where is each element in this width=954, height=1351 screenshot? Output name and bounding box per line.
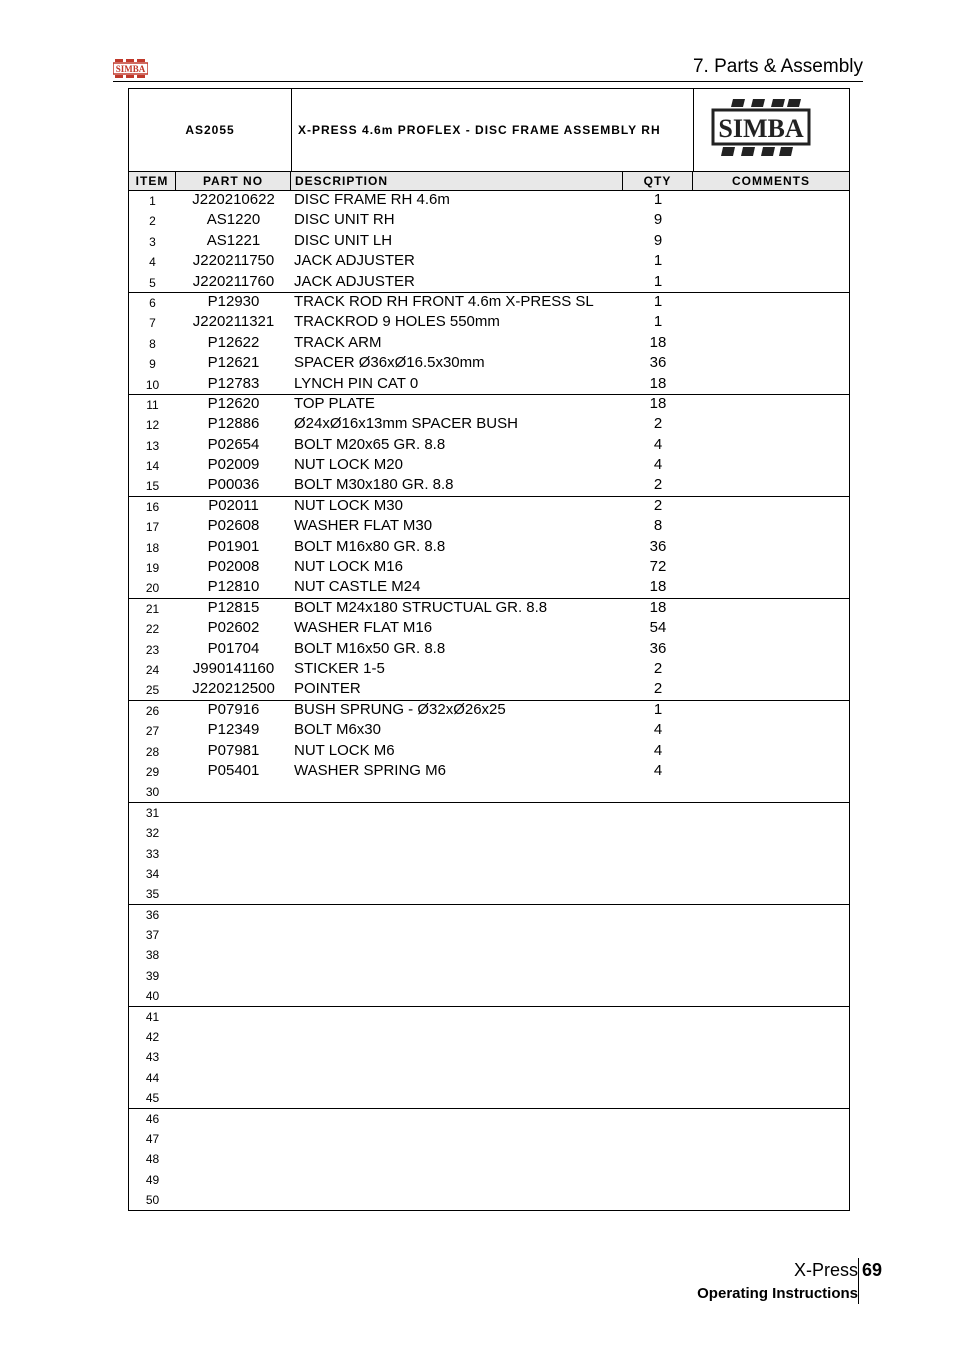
row-description: WASHER FLAT M30 [294,517,433,535]
row-quantity: 2 [653,476,663,494]
row-part-number: P12621 [207,354,260,372]
row-description: DISC UNIT RH [294,211,395,229]
row-description: DISC FRAME RH 4.6m [294,191,450,208]
footer-divider [858,1258,859,1304]
row-item-number: 44 [145,1070,160,1085]
group-divider [129,292,849,293]
row-item-number: 31 [145,805,160,820]
row-item-number: 21 [145,601,160,616]
row-item-number: 1 [149,194,156,208]
row-description: NUT CASTLE M24 [294,578,421,596]
row-item-number: 3 [149,234,156,249]
table-row [129,822,849,842]
row-item-number: 5 [149,275,156,290]
row-item-number: 32 [145,826,160,841]
row-item-number: 42 [145,1030,160,1045]
row-quantity: 18 [649,374,667,392]
table-row [129,985,849,1005]
group-divider [129,598,849,599]
table-row [129,190,849,210]
table-row [129,455,849,475]
row-item-number: 15 [145,479,160,494]
table-row [129,944,849,964]
table-row [129,292,849,312]
row-item-number: 17 [145,520,160,535]
row-quantity: 36 [649,354,667,372]
row-part-number: J990141160 [192,659,275,677]
svg-text:SIMBA: SIMBA [718,114,804,143]
table-row [129,741,849,761]
table-row [129,1067,849,1087]
table-row [129,577,849,597]
row-part-number: P01901 [207,537,260,555]
row-part-number: J220212500 [192,680,275,698]
row-part-number: J220211760 [192,272,275,290]
row-quantity: 4 [653,456,663,474]
row-part-number: P12349 [207,721,260,739]
table-row [129,231,849,251]
row-part-number: J220211321 [192,313,275,331]
row-part-number: AS1220 [206,211,261,229]
svg-text:SIMBA: SIMBA [115,64,146,74]
table-row [129,802,849,822]
table-row [129,1006,849,1026]
table-row [129,618,849,638]
row-item-number: 9 [149,357,156,372]
row-quantity: 1 [653,292,663,310]
table-row [129,516,849,536]
table-row [129,700,849,720]
row-part-number: P02008 [207,558,260,576]
row-item-number: 38 [145,948,160,963]
row-quantity: 36 [649,537,667,555]
row-item-number: 8 [149,336,156,351]
table-row [129,1046,849,1066]
row-description: NUT LOCK M6 [294,741,395,759]
row-quantity: 36 [649,639,667,657]
parts-sheet [128,88,850,1211]
table-row [129,435,849,455]
table-row [129,863,849,883]
group-divider [129,1006,849,1007]
row-item-number: 36 [145,907,160,922]
table-row [129,251,849,271]
table-row [129,924,849,944]
row-item-number: 26 [145,703,160,718]
row-item-number: 27 [145,724,160,739]
col-part-no: PART NO [176,172,291,190]
table-row [129,353,849,373]
row-item-number: 50 [145,1193,160,1208]
row-part-number: P02009 [207,456,260,474]
col-item: ITEM [129,172,176,190]
row-item-number: 19 [145,561,160,576]
footer [697,1260,858,1302]
table-row [129,965,849,985]
row-item-number: 47 [145,1131,160,1146]
brand-logo [693,89,850,171]
row-part-number: AS1221 [206,231,261,249]
table-row [129,1169,849,1189]
row-item-number: 12 [145,418,160,433]
row-quantity: 4 [653,741,663,759]
row-quantity: 1 [653,272,663,290]
row-item-number: 16 [145,499,160,514]
row-item-number: 40 [145,989,160,1004]
footer-product: X-Press [793,1260,858,1280]
row-part-number: P12622 [207,333,260,351]
row-part-number: P05401 [207,761,260,779]
group-divider [129,700,849,701]
row-description: BUSH SPRUNG - Ø32xØ26x25 [294,700,506,718]
table-row [129,639,849,659]
row-part-number: P12886 [207,415,260,433]
row-description: TRACK ROD RH FRONT 4.6m X-PRESS SL [294,292,594,310]
row-part-number: P12930 [207,292,260,310]
table-row [129,1108,849,1128]
row-quantity: 4 [653,761,663,779]
row-part-number: P12815 [207,598,260,616]
row-description: DISC UNIT LH [294,231,393,249]
parts-rows [129,190,849,1210]
table-row [129,843,849,863]
row-quantity: 18 [649,333,667,351]
page-number: 69 [862,1260,883,1280]
col-qty: QTY [623,172,693,190]
row-part-number: J220210622 [192,191,275,208]
row-part-number: P12810 [207,578,260,596]
row-item-number: 28 [145,744,160,759]
table-row [129,333,849,353]
row-quantity: 4 [653,435,663,453]
row-quantity: 2 [653,659,663,677]
group-divider [129,394,849,395]
row-part-number: P02608 [207,517,260,535]
row-item-number: 22 [145,622,160,637]
row-item-number: 49 [145,1172,160,1187]
row-description: TRACKROD 9 HOLES 550mm [294,313,500,331]
row-item-number: 30 [145,785,160,800]
table-row [129,1189,849,1209]
row-quantity: 1 [653,313,663,331]
row-description: LYNCH PIN CAT 0 [294,374,419,392]
table-row [129,761,849,781]
table-row [129,475,849,495]
table-row [129,1148,849,1168]
table-row [129,496,849,516]
row-description: POINTER [294,680,361,698]
table-row [129,1087,849,1107]
row-quantity: 9 [653,211,663,229]
table-row [129,883,849,903]
row-item-number: 41 [145,1009,160,1024]
row-quantity: 18 [649,578,667,596]
row-part-number: P01704 [207,639,260,657]
group-divider [129,1108,849,1109]
row-quantity: 9 [653,231,663,249]
row-description: JACK ADJUSTER [294,272,415,290]
row-description: BOLT M24x180 STRUCTUAL GR. 8.8 [294,598,548,616]
row-description: NUT LOCK M20 [294,456,403,474]
col-comments: COMMENTS [732,174,810,188]
table-row [129,659,849,679]
row-item-number: 35 [145,887,160,902]
row-description: BOLT M20x65 GR. 8.8 [294,435,446,453]
row-item-number: 39 [145,968,160,983]
row-part-number: P00036 [207,476,260,494]
row-part-number: P07916 [207,700,260,718]
row-item-number: 11 [146,397,159,412]
row-item-number: 20 [145,581,160,596]
table-row [129,1026,849,1046]
row-item-number: 45 [145,1091,160,1106]
row-description: WASHER SPRING M6 [294,761,446,779]
row-part-number: P07981 [207,741,260,759]
table-row [129,1128,849,1148]
table-row [129,312,849,332]
row-description: STICKER 1-5 [294,659,385,677]
row-quantity: 54 [649,619,667,637]
row-quantity: 1 [653,191,663,208]
row-description: JACK ADJUSTER [294,252,415,270]
table-row [129,720,849,740]
row-item-number: 7 [149,316,156,331]
table-row [129,598,849,618]
row-item-number: 18 [145,540,160,555]
row-description: BOLT M16x80 GR. 8.8 [294,537,446,555]
row-part-number: P12620 [207,394,260,412]
row-item-number: 10 [145,377,160,392]
row-item-number: 2 [149,214,156,229]
row-description: NUT LOCK M16 [294,558,403,576]
row-item-number: 46 [145,1111,160,1126]
row-item-number: 37 [145,928,160,943]
row-quantity: 2 [653,496,663,514]
row-item-number: 14 [145,459,160,474]
row-quantity: 1 [653,700,663,718]
table-row [129,781,849,801]
row-part-number: P02654 [207,435,260,453]
row-quantity: 2 [653,680,663,698]
row-description: BOLT M16x50 GR. 8.8 [294,639,446,657]
table-row [129,272,849,292]
row-quantity: 72 [649,558,667,576]
row-item-number: 6 [149,295,156,310]
table-row [129,374,849,394]
row-description: TRACK ARM [294,333,382,351]
row-part-number: J220211750 [192,252,275,270]
header-rule [113,81,863,82]
row-description: BOLT M30x180 GR. 8.8 [294,476,454,494]
row-item-number: 24 [145,662,160,677]
row-part-number: P12783 [207,374,260,392]
assembly-title: X-PRESS 4.6m PROFLEX - DISC FRAME ASSEMBLY RH [298,123,661,137]
row-part-number: P02011 [208,496,259,514]
row-quantity: 1 [653,252,663,270]
row-item-number: 23 [145,642,160,657]
row-item-number: 29 [145,764,160,779]
table-row [129,679,849,699]
table-row [129,414,849,434]
row-description: TOP PLATE [294,394,375,412]
row-item-number: 48 [145,1152,160,1167]
row-description: BOLT M6x30 [294,721,381,739]
row-quantity: 18 [649,598,667,616]
row-part-number: P02602 [207,619,260,637]
table-row [129,394,849,414]
row-quantity: 2 [653,415,663,433]
table-row [129,557,849,577]
row-item-number: 33 [145,846,160,861]
row-item-number: 34 [145,866,160,881]
row-item-number: 25 [145,683,160,698]
col-description: DESCRIPTION [291,172,623,190]
group-divider [129,904,849,905]
row-description: NUT LOCK M30 [294,496,403,514]
row-item-number: 4 [149,255,156,270]
row-item-number: 43 [145,1050,160,1065]
row-description: WASHER FLAT M16 [294,619,433,637]
row-quantity: 18 [649,394,667,412]
row-description: SPACER Ø36xØ16.5x30mm [294,354,485,372]
table-row [129,210,849,230]
row-description: Ø24xØ16x13mm SPACER BUSH [294,415,518,433]
group-divider [129,496,849,497]
title-block [129,89,849,172]
column-headers [129,172,849,191]
row-quantity: 4 [653,721,663,739]
footer-doc-type: Operating Instructions [697,1285,858,1302]
table-row [129,537,849,557]
group-divider [129,802,849,803]
row-quantity: 8 [653,517,663,535]
row-item-number: 13 [145,438,160,453]
table-row [129,904,849,924]
section-title: 7. Parts & Assembly [692,56,863,77]
header-logo [113,59,148,79]
assembly-number: AS2055 [129,89,292,171]
